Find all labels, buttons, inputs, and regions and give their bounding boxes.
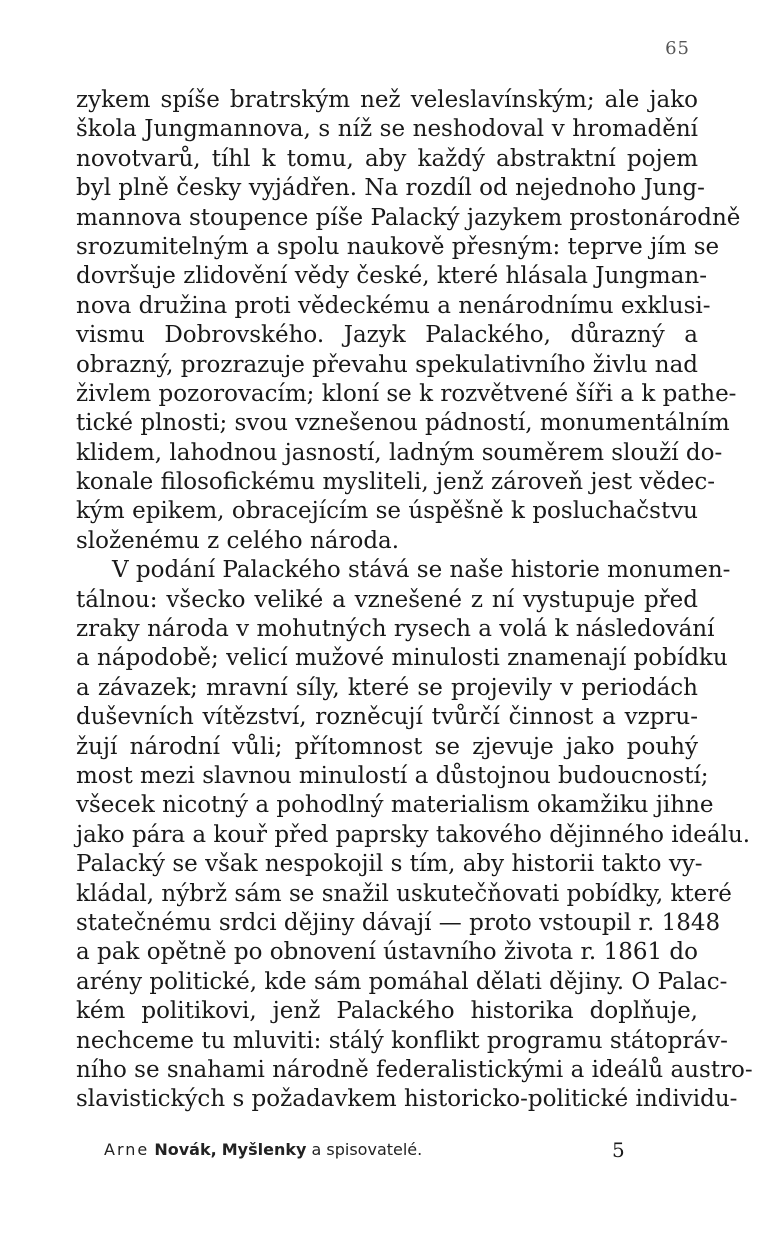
page-number: 65 (665, 38, 690, 59)
text-line: srozumitelným a spolu naukově přesným: teprve jím se (76, 233, 720, 260)
text-line: tálnou: všecko veliké a vznešené z ní vystupuje před (76, 586, 698, 613)
text-line: statečnému srdci dějiny dávají — proto vstoupil r. 1848 (76, 909, 721, 936)
text-line: dovršuje zlidovění vědy české, které hlásala Jungman- (76, 263, 707, 290)
text-line: ního se snahami národně federalistickými a ideálů austro- (76, 1056, 753, 1083)
text-line: kládal, nýbrž sám se snažil uskutečňovati pobídky, které (76, 880, 732, 907)
text-line: arény politické, kde sám pomáhal dělati dějiny. O Palac- (76, 968, 728, 995)
text-line: zraky národa v mohutných rysech a volá k následování (76, 616, 715, 643)
text-line: V podání Palackého stává se naše historie monumen- (112, 557, 731, 584)
text-line: Palacký se však nespokojil s tím, aby historii takto vy- (76, 851, 703, 878)
text-line: a nápodobě; velicí mužové minulosti znamenají pobídku (76, 645, 728, 672)
text-line: kým epikem, obracejícím se úspěšně k posluchačstvu (76, 498, 698, 525)
text-line: a pak opětně po obnovení ústavního života r. 1861 do (76, 939, 698, 966)
text-line: vismu Dobrovského. Jazyk Palackého, důrazný a (76, 322, 698, 349)
text-line: klidem, lahodnou jasností, ladným souměrem slouží do- (76, 439, 723, 466)
text-line: složenému z celého národa. (76, 527, 400, 554)
text-line: byl plně česky vyjádřen. Na rozdíl od nejednoho Jung- (76, 175, 705, 202)
author-first-name: Arne (104, 1140, 150, 1159)
book-title: Myšlenky (221, 1140, 307, 1159)
body-text (76, 86, 753, 1115)
text-line: a závazek; mravní síly, které se projevily v periodách (76, 674, 698, 701)
text-line: kém politikovi, jenž Palackého historika doplňuje, (76, 998, 698, 1025)
text-line: slavistických s požadavkem historicko-politické individu- (76, 1086, 738, 1113)
text-line: živlem pozorovacím; kloní se k rozvětvené šíři a k pathe- (76, 380, 737, 407)
text-line: novotvarů, tíhl k tomu, aby každý abstraktní pojem (76, 145, 698, 172)
book-title-rest: a spisovatelé. (311, 1140, 423, 1159)
text-line: nechceme tu mluviti: stálý konflikt programu státopráv- (76, 1027, 728, 1054)
author-last-name: Novák, (154, 1140, 217, 1159)
signature-mark: 5 (612, 1138, 625, 1162)
text-line: konale filosofickému mysliteli, jenž zároveň jest vědec- (76, 469, 716, 496)
text-line: obrazný, prozrazuje převahu spekulativního živlu nad (76, 351, 698, 378)
text-line: mannova stoupence píše Palacký jazykem prostonárodně (76, 204, 741, 231)
text-line: žují národní vůli; přítomnost se zjevuje jako pouhý (76, 733, 698, 760)
text-line: všecek nicotný a pohodlný materialism okamžiku jihne (76, 792, 714, 819)
text-line: nova družina proti vědeckému a nenárodnímu exklusi- (76, 292, 711, 319)
text-line: zykem spíše bratrským než veleslavínským; ale jako (76, 87, 698, 113)
text-line: most mezi slavnou minulostí a důstojnou budoucností; (76, 762, 709, 789)
text-line: jako pára a kouř před paprsky takového dějinného ideálu. (76, 821, 751, 848)
text-line: tické plnosti; svou vznešenou pádností, monumentálním (76, 410, 730, 437)
text-line: duševních vítězství, rozněcují tvůrčí činnost a vzpru- (76, 704, 698, 731)
text-line: škola Jungmannova, s níž se neshodoval v hromadění (76, 116, 698, 143)
footer-citation (104, 1140, 624, 1159)
